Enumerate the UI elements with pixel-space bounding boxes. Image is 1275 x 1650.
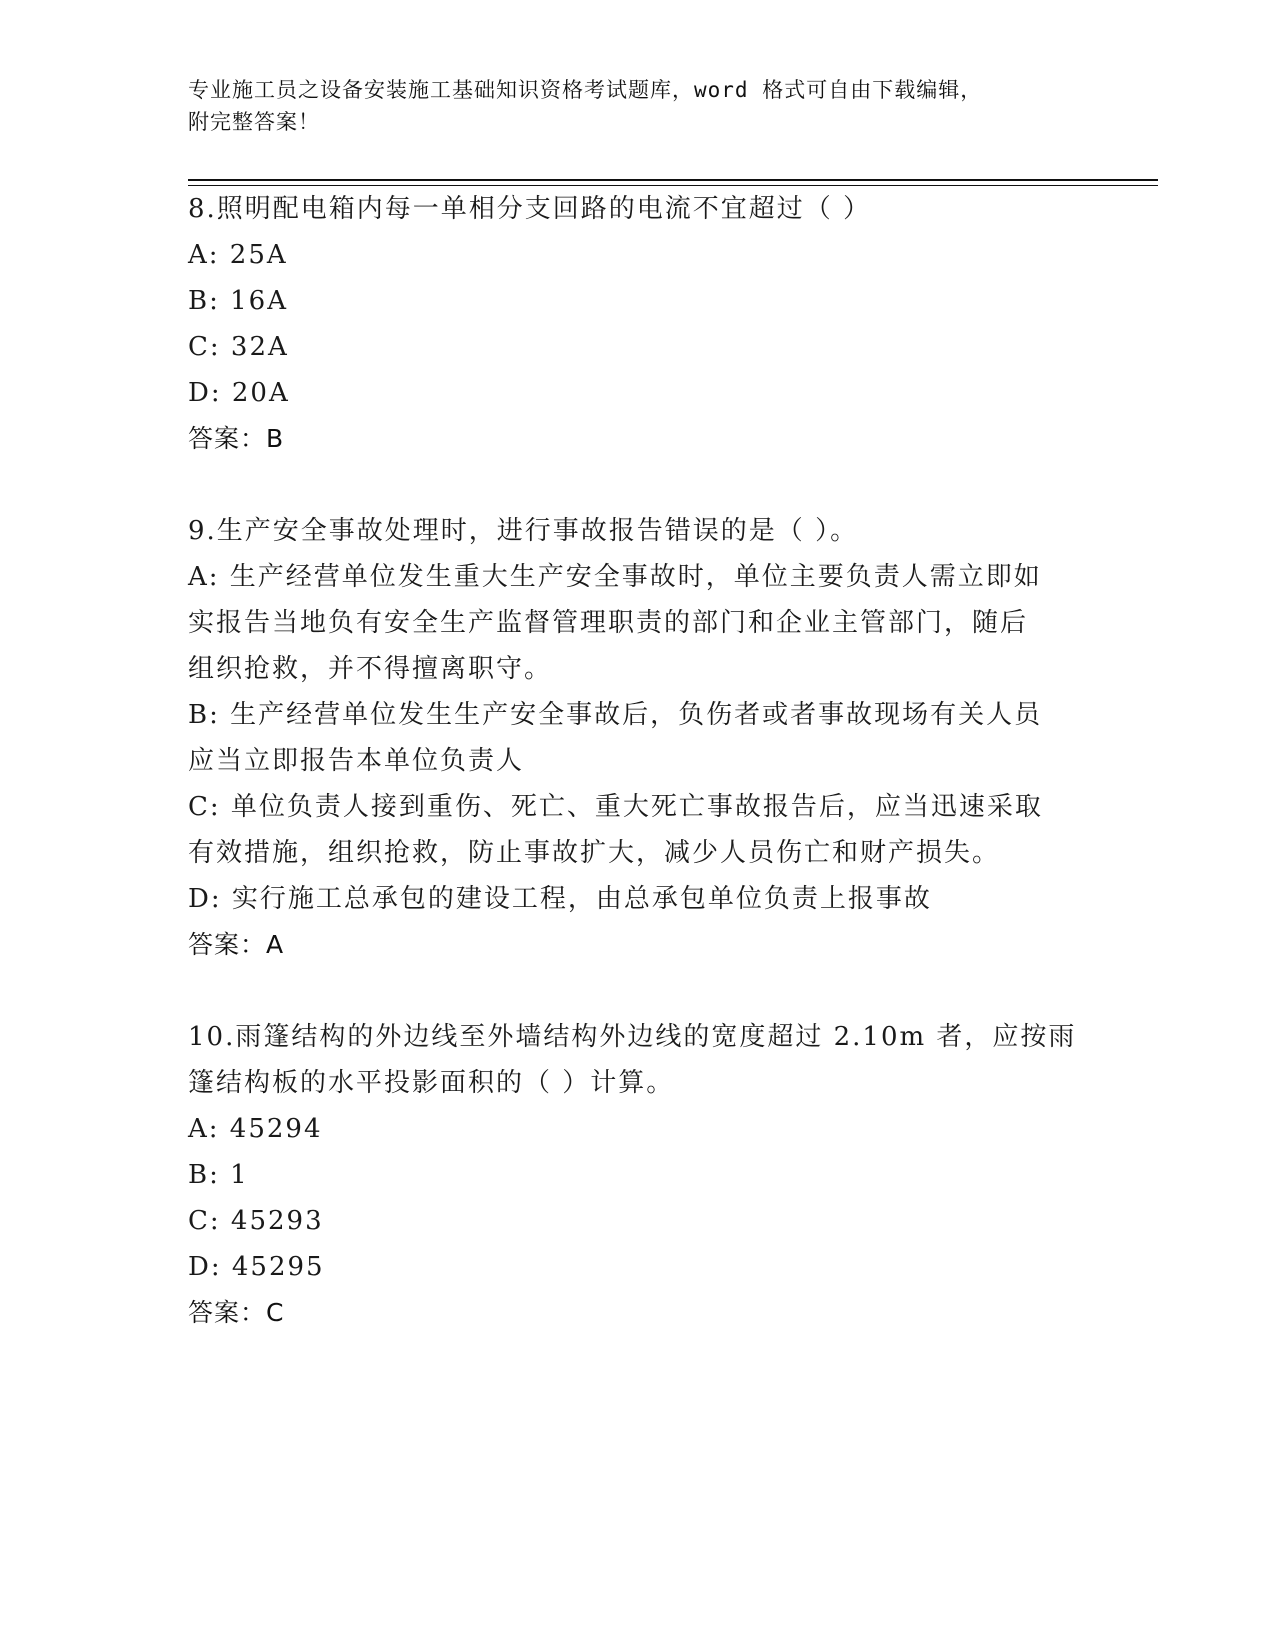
option-b-line: B: 生产经营单位发生生产安全事故后，负伤者或者事故现场有关人员 [188, 700, 1043, 730]
option-a-line: 组织抢救，并不得擅离职守。 [188, 654, 553, 684]
answer: 答案：A [188, 930, 285, 959]
document-header [188, 74, 1088, 138]
question-stem-line: 10.雨篷结构的外边线至外墙结构外边线的宽度超过 2.10m 者，应按雨 [188, 1022, 1077, 1052]
option-d: D: 20A [188, 378, 290, 408]
option-b: B: 16A [188, 286, 288, 316]
answer: 答案：B [188, 424, 285, 453]
option-c: C: 32A [188, 332, 289, 362]
header-divider-thick [188, 179, 1158, 181]
question-10 [188, 1014, 1088, 1336]
option-b: B: 1 [188, 1160, 249, 1190]
question-8 [188, 186, 1088, 462]
question-stem: 9.生产安全事故处理时，进行事故报告错误的是（ ）。 [188, 516, 859, 546]
question-list [188, 186, 1088, 1382]
header-line: 附完整答案！ [188, 110, 320, 134]
question-stem-line: 篷结构板的水平投影面积的（ ）计算。 [188, 1068, 675, 1098]
option-c: C: 45293 [188, 1206, 324, 1236]
option-d: D: 45295 [188, 1252, 325, 1282]
option-b-line: 应当立即报告本单位负责人 [188, 746, 525, 776]
option-c-line: C: 单位负责人接到重伤、死亡、重大死亡事故报告后，应当迅速采取 [188, 792, 1043, 822]
option-a-line: A: 生产经营单位发生重大生产安全事故时，单位主要负责人需立即如 [188, 562, 1042, 592]
option-a: A: 25A [188, 240, 288, 270]
option-a: A: 45294 [188, 1114, 323, 1144]
option-a-line: 实报告当地负有安全生产监督管理职责的部门和企业主管部门，随后 [188, 608, 1029, 638]
option-c-line: 有效措施，组织抢救，防止事故扩大，减少人员伤亡和财产损失。 [188, 838, 1001, 868]
question-stem: 8.照明配电箱内每一单相分支回路的电流不宜超过（ ） [188, 194, 872, 224]
option-d-line: D: 实行施工总承包的建设工程，由总承包单位负责上报事故 [188, 884, 932, 914]
question-9 [188, 508, 1088, 968]
header-line: 专业施工员之设备安装施工基础知识资格考试题库，word 格式可自由下载编辑， [188, 78, 983, 102]
answer: 答案：C [188, 1298, 285, 1327]
